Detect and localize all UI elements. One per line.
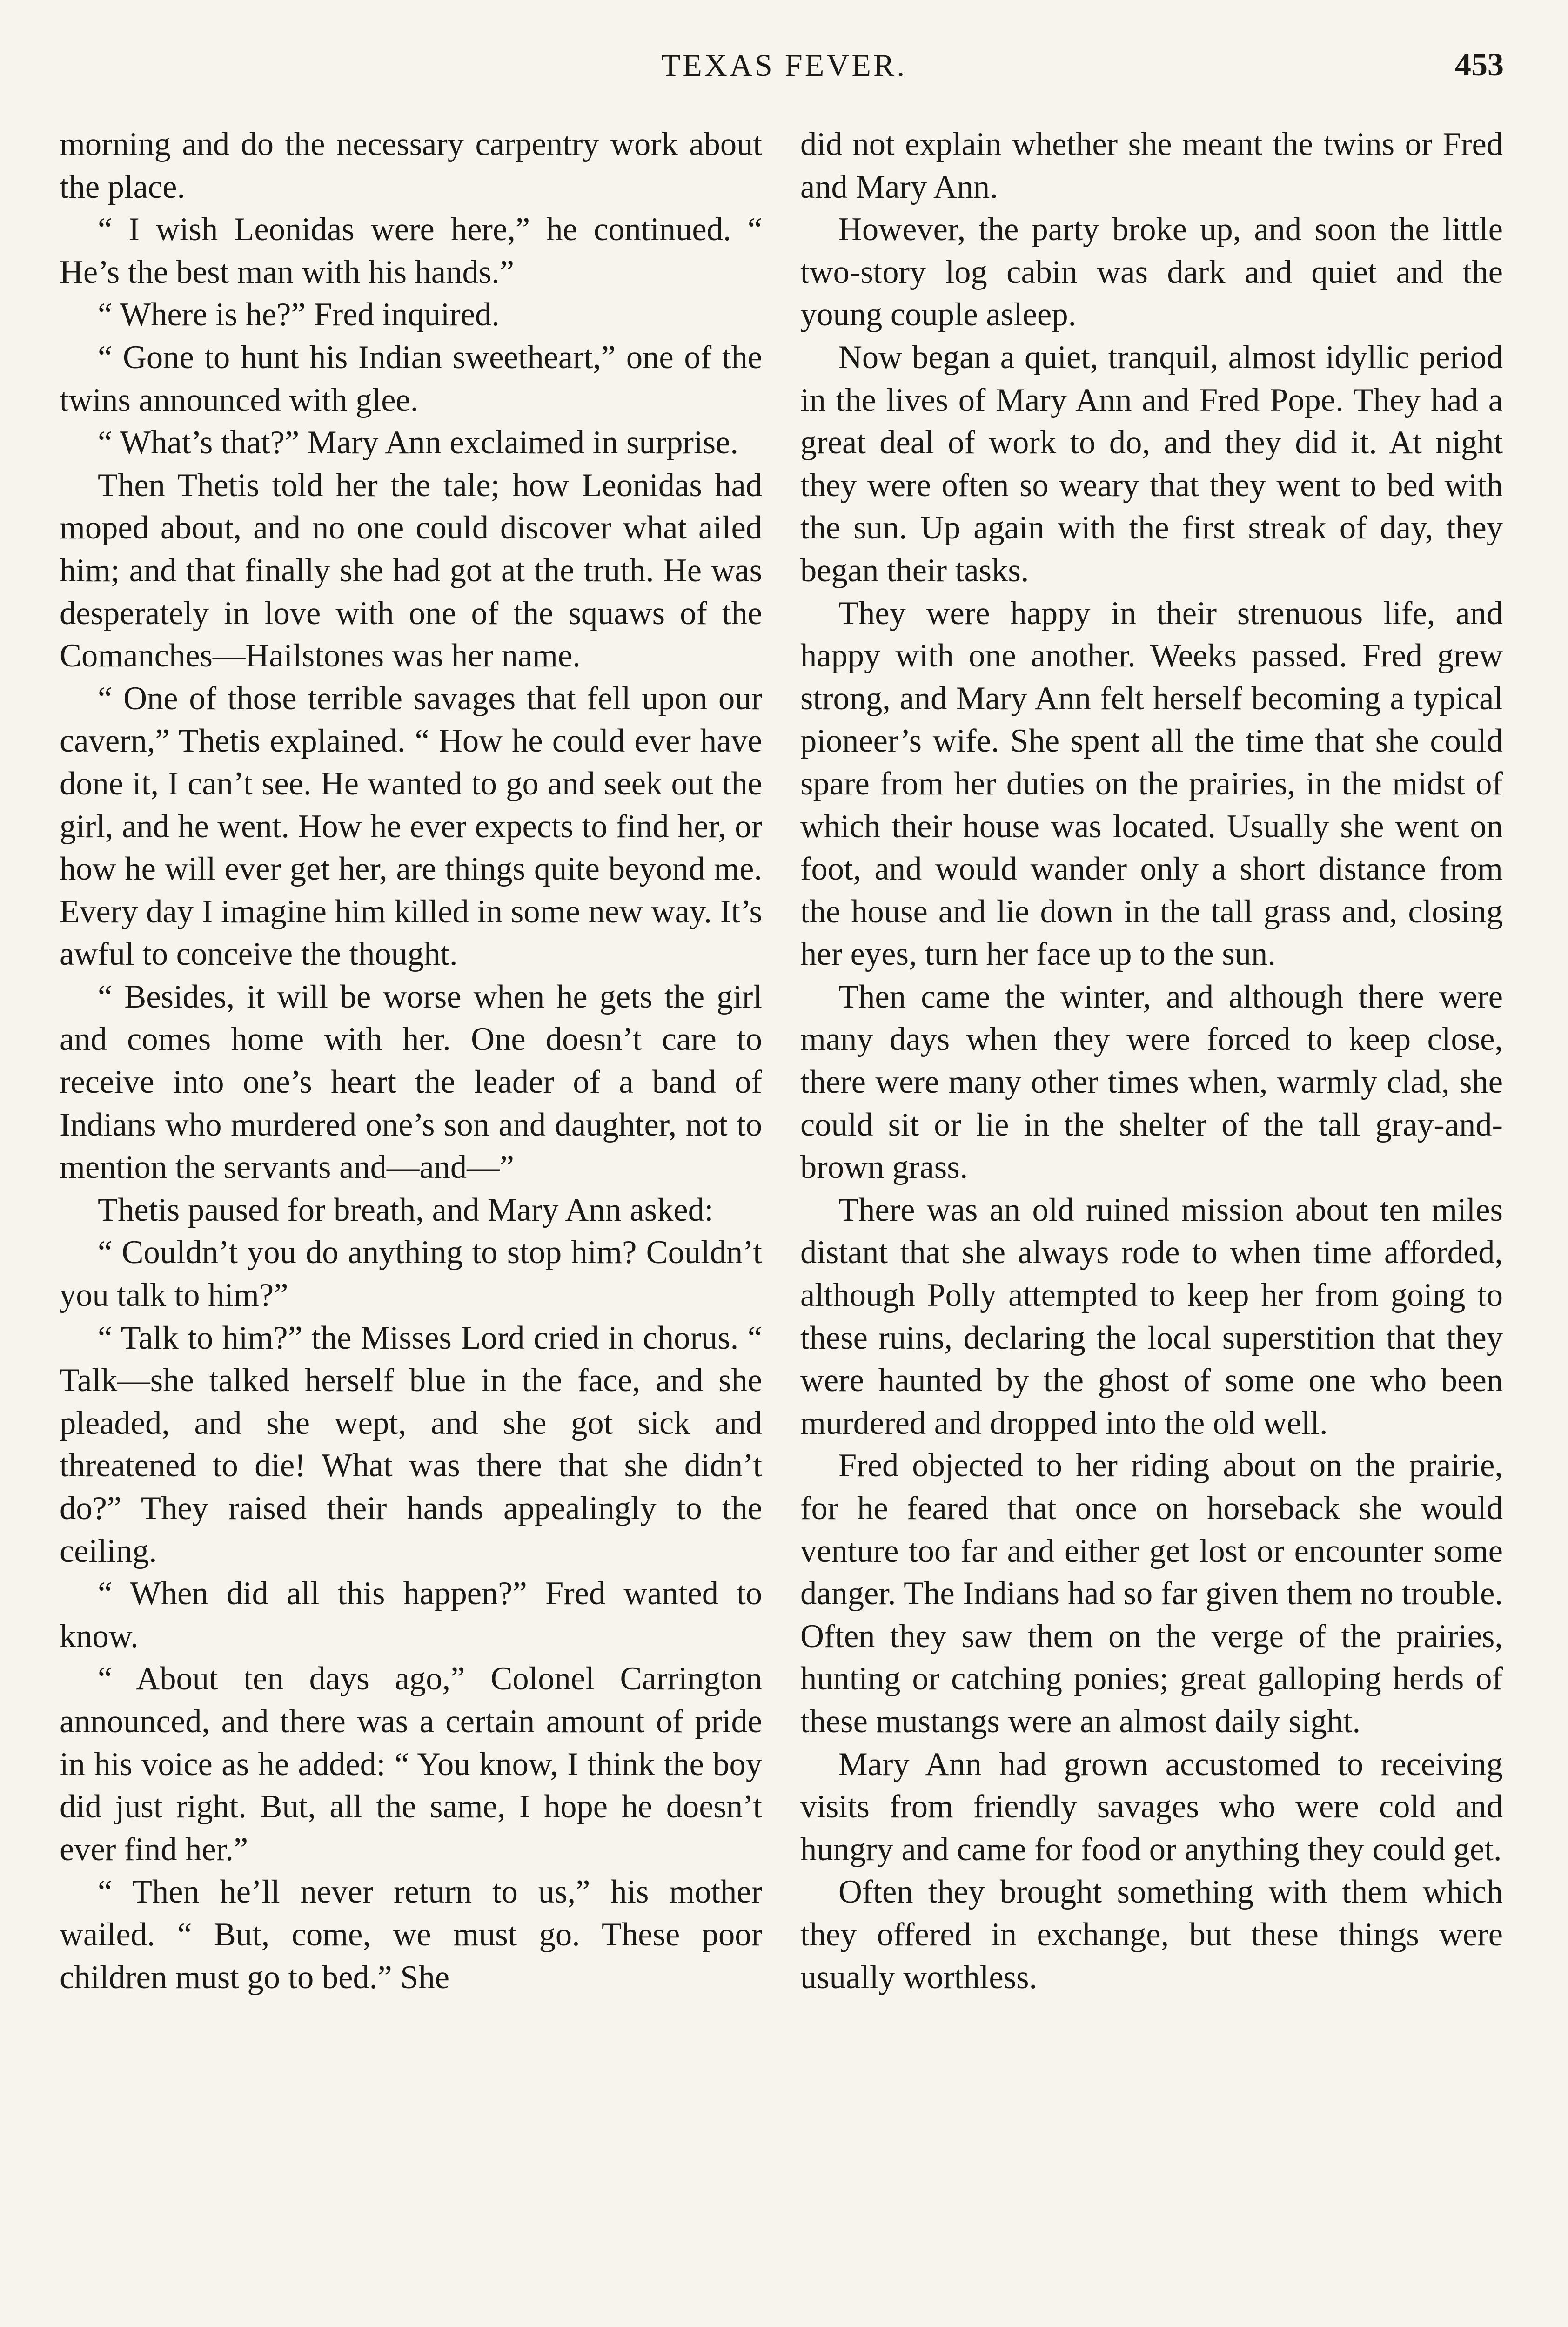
running-title: TEXAS FEVER. [661, 47, 907, 83]
paragraph: “ About ten days ago,” Colonel Carrington announced, and there was a certain amount of pride in his voice as he added: “ You know, I think the boy did just right. But, all the same, I hope he doesn’t ever find her.” [60, 1661, 762, 1868]
paragraph: did not explain whether she meant the twins or Fred and Mary Ann. [800, 126, 1503, 205]
paragraph: “ Where is he?” Fred inquired. [98, 296, 500, 333]
paragraph: However, the party broke up, and soon the little two-story log cabin was dark and quiet and the young couple asleep. [800, 211, 1503, 333]
paragraph: “ Besides, it will be worse when he gets the girl and comes home with her. One doesn’t care to receive into one’s heart the leader of a band of Indians who murdered one’s son and daughter, not to mention the servants and—and—” [60, 978, 762, 1186]
paragraph: morning and do the necessary carpentry work about the place. [60, 126, 762, 205]
paragraph: Then came the winter, and although there were many days when they were forced to keep close, there were many other times when, warmly clad, she could sit or lie in the shelter of the tall gray-and-brown grass. [800, 978, 1503, 1186]
left-column [60, 123, 762, 1999]
page-number: 453 [1455, 47, 1504, 83]
paragraph: Fred objected to her riding about on the prairie, for he feared that once on horseback she would venture too far and either get lost or encounter some danger. The Indians had so far given them no trouble. Often they saw them on the verge of the prairies, hunting or catching ponies; great galloping herds of these mustangs were an almost daily sight. [800, 1447, 1503, 1740]
paragraph: “ What’s that?” Mary Ann exclaimed in surprise. [98, 424, 738, 461]
paragraph: Often they brought something with them which they offered in exchange, but these things were usually worthless. [800, 1874, 1503, 1996]
paragraph: “ I wish Leonidas were here,” he continued. “ He’s the best man with his hands.” [60, 211, 762, 290]
paragraph: There was an old ruined mission about ten miles distant that she always rode to when time afforded, although Polly attempted to keep her from going to these ruins, declaring the local superstition that they were haunted by the ghost of some one who been murdered and dropped into the old well. [800, 1191, 1503, 1441]
paragraph: “ Talk to him?” the Misses Lord cried in chorus. “ Talk—she talked herself blue in the face, and she pleaded, and she wept, and she got sick and threatened to die! What was there that she didn’t do?” They raised their hands appealingly to the ceiling. [60, 1319, 762, 1569]
paragraph: “ Gone to hunt his Indian sweetheart,” one of the twins announced with glee. [60, 339, 762, 418]
page-header [60, 40, 1508, 91]
right-column [800, 123, 1503, 1999]
paragraph: “ Couldn’t you do anything to stop him? Couldn’t you talk to him?” [60, 1234, 762, 1314]
paragraph: They were happy in their strenuous life, and happy with one another. Weeks passed. Fred grew strong, and Mary Ann felt herself becoming a typical pioneer’s wife. She spent all the time that she could spare from her duties on the prairies, in the midst of which their house was located. Usually she went on foot, and would wander only a short distance from the house and lie down in the tall grass and, closing her eyes, turn her face up to the sun. [800, 595, 1503, 973]
paragraph: Mary Ann had grown accustomed to receiving visits from friendly savages who were cold and hungry and came for food or anything they could get. [800, 1746, 1503, 1868]
paragraph: “ One of those terrible savages that fell upon our cavern,” Thetis explained. “ How he could ever have done it, I can’t see. He wanted to go and seek out the girl, and he went. How he ever expects to find her, or how he will ever get her, are things quite beyond me. Every day I imagine him killed in some new way. It’s awful to conceive the thought. [60, 680, 762, 973]
paragraph: “ Then he’ll never return to us,” his mother wailed. “ But, come, we must go. These poor children must go to bed.” She [60, 1874, 762, 1996]
paragraph: “ When did all this happen?” Fred wanted to know. [60, 1575, 762, 1654]
paragraph: Thetis paused for breath, and Mary Ann asked: [98, 1191, 714, 1228]
paragraph: Then Thetis told her the tale; how Leonidas had moped about, and no one could discover what ailed him; and that finally she had got at the truth. He was desperately in love with one of the squaws of the Comanches—Hailstones was her name. [60, 467, 762, 674]
paragraph: Now began a quiet, tranquil, almost idyllic period in the lives of Mary Ann and Fred Pope. They had a great deal of work to do, and they did it. At night they were often so weary that they went to bed with the sun. Up again with the first streak of day, they began their tasks. [800, 339, 1503, 589]
